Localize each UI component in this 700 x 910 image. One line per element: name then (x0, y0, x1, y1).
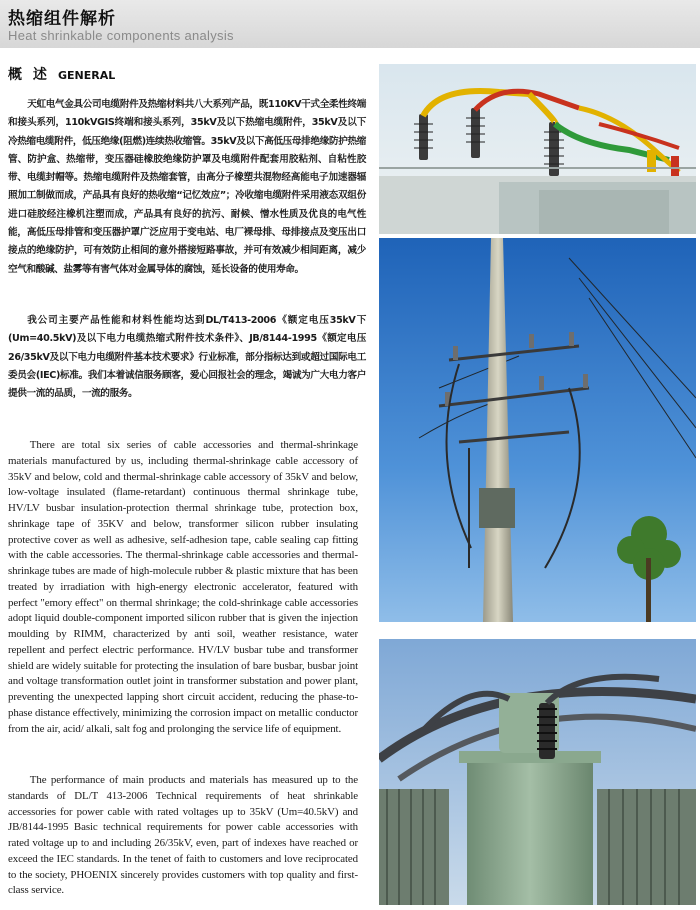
transformer-photo (379, 639, 696, 905)
page-subtitle: Heat shrinkable components analysis (8, 28, 234, 43)
header-bar (0, 0, 700, 48)
page-title: 热缩组件解析 (8, 9, 116, 29)
section-heading (8, 64, 115, 84)
utility-pole-photo (379, 238, 696, 622)
chinese-paragraph-1: 天虹电气金具公司电缆附件及热缩材料共八大系列产品，既110KV干式全柔性终端和接头系列，110kVGIS终端和接头系列，35kV及以下热缩电缆附件，35kV及以下冷热缩电缆附件，低压绝缘(阻燃)连续热收缩管。35kV及以下高低压母排绝缘防护热缩管、防护盒、热缩带，变压器硅橡胶绝缘防护罩及电缆附件配套用胶粘剂、自粘性胶带、电缆封帽等。热缩电缆附件及热缩套管，由高分子橡塑共混物经高能电子加速器辐照加工制做而成，产品具有良好的热收缩“记忆效应”；冷收缩电缆附件采用液态双组份进口硅胶经注橡机注塑而成，产品具有良好的抗污、耐候、憎水性质及优良的电气性能，高低压母排管和变压器护罩广泛应用于变电站、电厂裸母排、母排接点及变压出口接点的绝缘防护，可有效防止相间的意外搭接短路事故，并可有效减少相间距离，减少空气和酸碱、盐雾等有害气体对金属导体的腐蚀，延长设备的使用寿命。 (8, 99, 366, 275)
section-title-en: GENERAL (58, 69, 116, 82)
english-paragraph-2: The performance of main products and materials has measured up to the standards of DL/T 413-2006 Technical requirements of heat shrinkable accessories for power cable with rated voltages up to 35kV (Um=40.5kV) and JB/8144-1995 Basic technical requirements for power cable accessories with rated voltage up to and including 26/35kV, even, part of indexes have reached or exceed the IEC standards. In the tenet of faith to customers and love reciprocated to the society, PHOENIX sincerely provides customers with top quality and first-class service. (8, 774, 358, 897)
english-paragraph-1: There are total six series of cable accessories and thermal-shrinkage materials manufactured by us, including thermal-shrinkage cable accessory of 35kV and below, cold and thermal-shrinkage cable accessory of 35kV and below, low-voltage insulated (flame-retardant) continuous thermal shrinkage tube, HV/LV busbar insulation-protection thermal shrinkage tube, protection box, shrinkage tape of 35KV and below, transformer silicon rubber insulating protective cover as well as adhesive, self-adhesion tape, cable sealing cap fitting with the cable accessories. The thermal-shrinkage cable accessories and thermal-shrinkage tubes are made of high-molecule rubber & plastic mixture that has been treated by irradiation with high-energy electronic accelerator, featured with perfect "emory effect" on thermal shrinkage; the cold-shrinkage cable accessories adopt liquid double-component imported silicon rubber that is given the injection moulding by RIMM, characterized by anti soil, weather resistance, water repellent and perfect electric performance. HV/LV busbar tube and transformer shield are widely suitable for protecting the insulation of bare busbar, busbar joint and voltage transformation outlet joint in transformer substation and power plant, preventing the unexpected lapping short circuit accident, reducing the phase-to-phase distance effectively, minimizing the corrosion impact on metallic conductor from the air, acid/ alkali, salt fog and prolonging the service life of equipment. (8, 439, 358, 735)
chinese-paragraph-2: 我公司主要产品性能和材料性能均达到DL/T413-2006《额定电压35kV下(Um=40.5kV)及以下电力电缆热缩式附件技术条件》、JB/8144-1995《额定电压26/35kV及以下电力电缆附件基本技术要求》行业标准，部分指标达到或超过国际电工委员会(IEC)标准。我们本着诚信服务顾客，爱心回报社会的理念，竭诚为广大电力客户提供一流的品质，一流的服务。 (8, 315, 366, 400)
section-title-zh: 概 述 (8, 67, 50, 83)
busbar-photo (379, 64, 696, 234)
